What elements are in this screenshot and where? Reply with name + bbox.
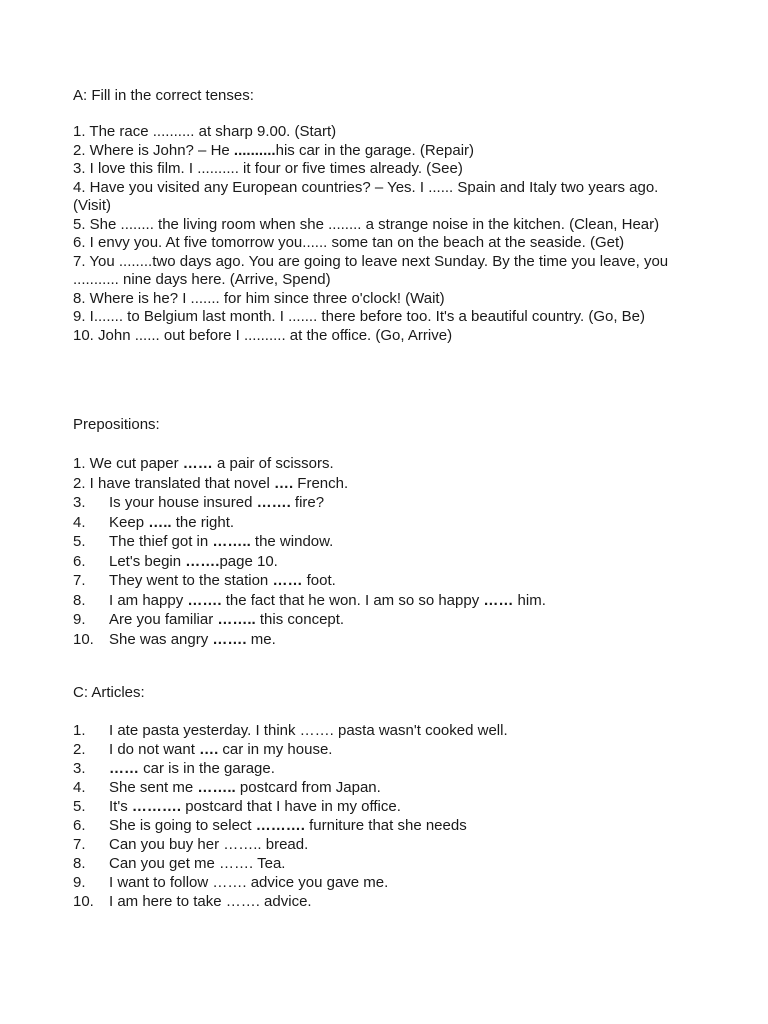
item-text: I am happy <box>109 591 188 609</box>
item-text: postcard from Japan. <box>235 779 381 796</box>
item-text: 1. The race .......... at sharp 9.00. (Start) <box>73 123 337 140</box>
section-c-heading: C: Articles: <box>73 684 145 701</box>
item-number: 7. <box>73 572 86 589</box>
item-text: him. <box>513 591 546 609</box>
item-body <box>109 778 698 797</box>
item-number: 8. <box>73 855 86 872</box>
item-text: Is your house insured <box>109 494 257 511</box>
item-text: French. <box>293 474 349 492</box>
item-text: I do not want <box>109 741 200 758</box>
item-number: 4. <box>73 779 86 796</box>
section-b-list <box>73 454 698 649</box>
exercise-item <box>73 854 698 873</box>
exercise-item <box>73 721 698 740</box>
blank-dots: …. <box>199 741 219 758</box>
item-number: 9. <box>73 874 86 891</box>
item-text: She was angry <box>109 630 213 648</box>
item-body <box>109 552 698 572</box>
exercise-item <box>73 493 698 513</box>
exercise-item <box>73 552 698 572</box>
section-a-list <box>73 123 698 345</box>
exercise-item <box>73 123 698 142</box>
item-body <box>109 721 698 740</box>
blank-dots: …… <box>182 455 213 472</box>
item-number: 9. <box>73 611 86 628</box>
exercise-item <box>73 571 698 591</box>
item-body <box>109 493 698 513</box>
item-body <box>109 513 698 533</box>
item-text: a pair of scissors. <box>212 455 334 472</box>
item-text: the right. <box>171 513 235 531</box>
item-text: The thief got in <box>109 533 213 550</box>
blank-dots: …….. <box>212 533 251 550</box>
item-body <box>109 610 698 630</box>
exercise-item <box>73 835 698 854</box>
exercise-item <box>73 253 698 290</box>
item-number: 4. <box>73 513 86 531</box>
item-text: Can you buy her …….. bread. <box>109 836 309 853</box>
item-number: 3. <box>73 494 86 511</box>
item-text: She sent me <box>109 779 198 796</box>
blank-dots: ……. <box>187 591 222 609</box>
item-text: It's <box>109 798 132 815</box>
item-body <box>109 571 698 591</box>
item-text: I ate pasta yesterday. I think ……. pasta wasn't cooked well. <box>109 722 508 739</box>
exercise-item <box>73 290 698 309</box>
item-text: 2. Where is John? – He <box>73 141 234 159</box>
exercise-item <box>73 740 698 759</box>
item-body <box>109 816 698 835</box>
item-text: 2. I have translated that novel <box>73 474 274 492</box>
item-text: car in my house. <box>218 741 333 758</box>
item-number: 6. <box>73 817 86 834</box>
item-number: 5. <box>73 798 86 815</box>
item-body <box>109 532 698 552</box>
item-number: 6. <box>73 552 86 570</box>
item-text: 10. John ...... out before I .......... at the office. (Go, Arrive) <box>73 326 453 344</box>
item-body <box>109 591 698 611</box>
item-text: fire? <box>290 494 325 511</box>
item-text: the fact that he won. I am so so happy <box>221 591 484 609</box>
item-body <box>109 854 698 873</box>
blank-dots: …. <box>273 474 294 492</box>
item-body <box>109 892 698 911</box>
blank-dots: .......... <box>233 141 276 159</box>
exercise-item <box>73 216 698 235</box>
item-text: 3. I love this film. I .......... it four or five times already. (See) <box>73 160 463 177</box>
exercise-item <box>73 630 698 650</box>
item-text: 4. Have you visited any European countries? – Yes. I ...... Spain and Italy two years ago. (Visit) <box>73 178 659 214</box>
item-text: Let's begin <box>109 552 186 570</box>
blank-dots: …… <box>109 760 139 777</box>
item-text: Can you get me ……. Tea. <box>109 855 286 872</box>
item-text: 5. She ........ the living room when she ........ a strange noise in the kitchen. (Clean, Hear) <box>73 215 660 233</box>
exercise-item <box>73 759 698 778</box>
item-text: foot. <box>302 572 336 589</box>
item-body <box>109 740 698 759</box>
item-text: Keep <box>109 513 149 531</box>
item-text: me. <box>246 630 276 648</box>
blank-dots: ……. <box>185 552 220 570</box>
blank-dots: ……. <box>256 494 291 511</box>
exercise-item <box>73 179 698 216</box>
item-number: 2. <box>73 741 86 758</box>
exercise-item <box>73 474 698 494</box>
item-text: I am here to take ……. advice. <box>109 893 312 910</box>
blank-dots: ……. <box>212 630 247 648</box>
exercise-item <box>73 513 698 533</box>
item-text: Are you familiar <box>109 611 218 628</box>
item-text: the window. <box>250 533 334 550</box>
item-text: furniture that she needs <box>304 817 467 834</box>
exercise-item <box>73 797 698 816</box>
item-body <box>109 873 698 892</box>
item-text: 9. I....... to Belgium last month. I ....... there before too. It's a beautiful country. (Go, Be) <box>73 308 646 325</box>
exercise-item <box>73 327 698 346</box>
item-text: postcard that I have in my office. <box>181 798 401 815</box>
exercise-item <box>73 234 698 253</box>
blank-dots: ….. <box>148 513 172 531</box>
blank-dots: …… <box>272 572 303 589</box>
item-number: 3. <box>73 760 86 777</box>
blank-dots: ………. <box>255 817 305 834</box>
item-body <box>109 759 698 778</box>
exercise-item <box>73 816 698 835</box>
item-text: 8. Where is he? I ....... for him since three o'clock! (Wait) <box>73 289 445 307</box>
section-a-heading: A: Fill in the correct tenses: <box>73 87 254 104</box>
item-text: page 10. <box>219 552 278 570</box>
item-number: 10. <box>73 630 94 648</box>
exercise-item <box>73 308 698 327</box>
blank-dots: …….. <box>217 611 256 628</box>
item-body <box>109 797 698 816</box>
section-c-list <box>73 721 698 911</box>
item-number: 7. <box>73 836 86 853</box>
item-text: 1. We cut paper <box>73 455 183 472</box>
section-b-heading: Prepositions: <box>73 416 160 433</box>
item-number: 1. <box>73 722 86 739</box>
item-text: car is in the garage. <box>139 760 275 777</box>
item-body <box>109 630 698 650</box>
item-text: They went to the station <box>109 572 273 589</box>
exercise-item <box>73 778 698 797</box>
item-number: 5. <box>73 533 86 550</box>
blank-dots: ………. <box>131 798 182 815</box>
exercise-item <box>73 532 698 552</box>
blank-dots: …… <box>483 591 514 609</box>
item-number: 10. <box>73 893 94 910</box>
exercise-item <box>73 591 698 611</box>
item-text: this concept. <box>255 611 345 628</box>
item-text: She is going to select <box>109 817 256 834</box>
exercise-item <box>73 142 698 161</box>
item-body <box>109 835 698 854</box>
exercise-item <box>73 160 698 179</box>
item-text: 6. I envy you. At five tomorrow you...... some tan on the beach at the seaside. (Get) <box>73 234 625 251</box>
item-number: 8. <box>73 591 86 609</box>
exercise-item <box>73 873 698 892</box>
exercise-item <box>73 892 698 911</box>
item-text: his car in the garage. (Repair) <box>275 141 475 159</box>
blank-dots: …….. <box>197 779 236 796</box>
item-text: 7. You ........two days ago. You are going to leave next Sunday. By the time you leave, you ........... nine days here. (Arrive, Spend) <box>73 252 669 288</box>
exercise-item <box>73 610 698 630</box>
exercise-item <box>73 454 698 474</box>
item-text: I want to follow ……. advice you gave me. <box>109 874 389 891</box>
